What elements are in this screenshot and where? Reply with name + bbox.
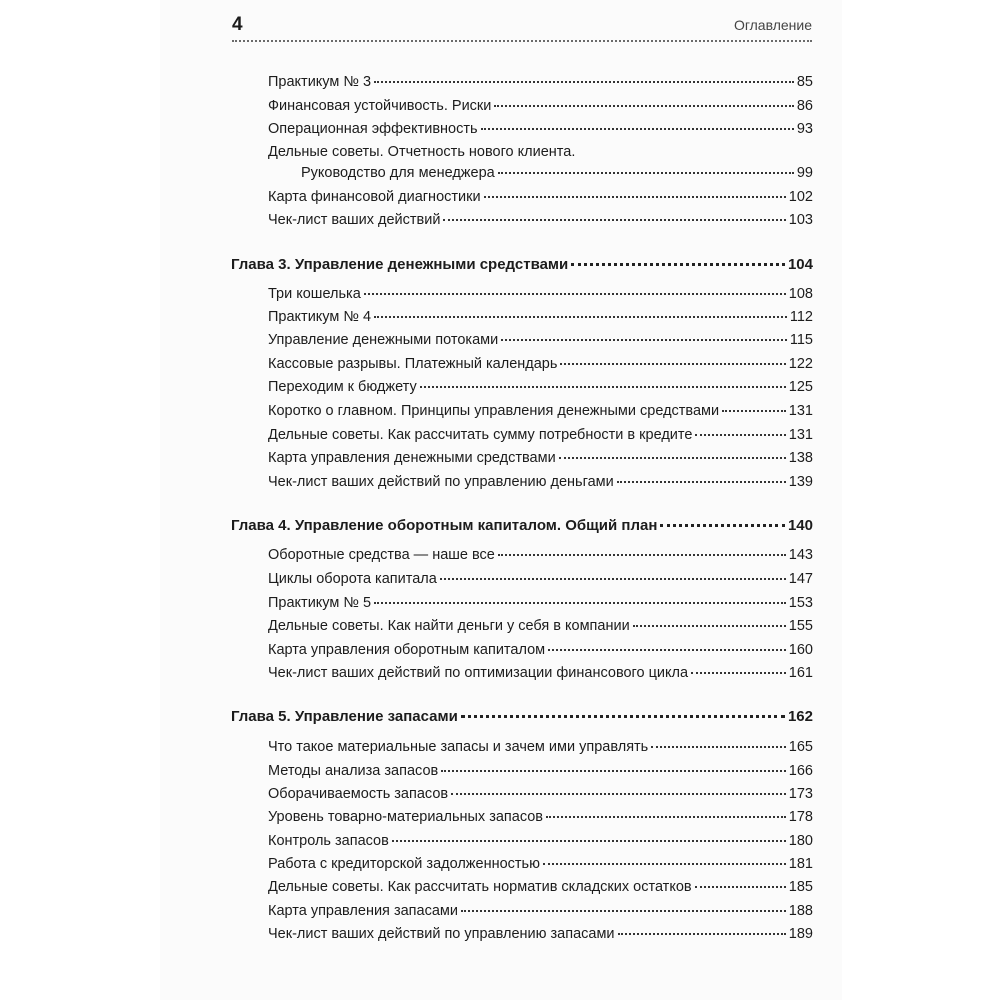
toc-entry-page: 180 [788, 833, 813, 849]
toc-chapter-title: Глава 3. Управление денежными средствами [231, 256, 569, 273]
toc-entry-title: Чек-лист ваших действий по оптимизации финансового цикла [268, 665, 689, 681]
dot-leader [617, 481, 786, 483]
toc-entry-title: Что такое материальные запасы и зачем ими управлять [268, 739, 649, 755]
toc-entry-page: 139 [788, 474, 813, 490]
toc-entry[interactable] [268, 832, 813, 850]
toc-entry[interactable] [268, 402, 813, 420]
toc-entry-title: Карта управления оборотным капиталом [268, 642, 546, 658]
dot-leader [364, 293, 786, 295]
toc-entry[interactable] [268, 808, 813, 826]
toc-chapter-title: Глава 5. Управление запасами [231, 708, 458, 725]
toc-entry[interactable] [268, 120, 813, 138]
toc-entry[interactable] [268, 73, 813, 91]
toc-entry-title: Коротко о главном. Принципы управления денежными средствами [268, 403, 720, 419]
toc-entry[interactable] [268, 925, 813, 943]
toc-entry-page: 115 [789, 332, 813, 348]
toc-entry-title: Циклы оборота капитала [268, 571, 437, 587]
toc-entry-page: 165 [788, 739, 813, 755]
toc-entry-title: Дельные советы. Как рассчитать норматив складских остатков [268, 879, 692, 895]
dot-leader [633, 625, 786, 627]
toc-entry-title: Кассовые разрывы. Платежный календарь [268, 356, 558, 372]
dot-leader [461, 715, 785, 718]
toc-entry-page: 178 [788, 809, 813, 825]
toc-entry-page: 160 [788, 642, 813, 658]
toc-entry-title: Карта управления запасами [268, 903, 458, 919]
toc-entry-title: Чек-лист ваших действий по управлению деньгами [268, 474, 614, 490]
toc-entry[interactable] [268, 355, 813, 373]
toc-entry-title: Руководство для менеджера [301, 165, 495, 181]
toc-entry-page: 185 [788, 879, 813, 895]
toc-entry-title: Управление денежными потоками [268, 332, 499, 348]
dot-leader [374, 81, 794, 83]
toc-entry-page: 181 [788, 856, 813, 872]
toc-entry-page: 102 [788, 189, 813, 205]
toc-entry[interactable] [268, 762, 813, 780]
dot-leader [548, 649, 786, 651]
toc-entry[interactable] [268, 188, 813, 206]
toc-chapter[interactable] [231, 256, 813, 274]
toc-entry-title: Чек-лист ваших действий по управлению запасами [268, 926, 615, 942]
toc-entry-title: Чек-лист ваших действий [268, 212, 441, 228]
toc-entry[interactable] [268, 426, 813, 444]
dot-leader [392, 840, 786, 842]
dot-leader [443, 219, 785, 221]
toc-entry-page: 189 [788, 926, 813, 942]
toc-entry[interactable] [268, 449, 813, 467]
toc-entry-title: Контроль запасов [268, 833, 389, 849]
toc-entry-page: 131 [788, 427, 813, 443]
toc-entry-title: Работа с кредиторской задолженностью [268, 856, 540, 872]
toc-entry-title: Оборотные средства — наше все [268, 547, 495, 563]
dot-leader [660, 524, 785, 527]
toc-entry[interactable] [268, 902, 813, 920]
toc-entry-page: 153 [788, 595, 813, 611]
toc-entry[interactable] [268, 473, 813, 491]
dot-leader [498, 172, 794, 174]
toc-entry-page: 122 [788, 356, 813, 372]
toc-entry-title-line1: Дельные советы. Отчетность нового клиента. [268, 144, 576, 160]
toc-entry-page: 147 [788, 571, 813, 587]
dot-leader [651, 746, 786, 748]
toc-entry-page: 173 [788, 786, 813, 802]
dot-leader [451, 793, 786, 795]
toc-entry[interactable] [268, 738, 813, 756]
dot-leader [571, 263, 785, 266]
toc-chapter[interactable] [231, 708, 813, 726]
dot-leader [691, 672, 786, 674]
toc-entry-page: 93 [796, 121, 813, 137]
toc-entry[interactable] [301, 164, 813, 182]
dot-leader [481, 128, 794, 130]
dot-leader [543, 863, 786, 865]
toc-entry[interactable] [268, 594, 813, 612]
toc-entry[interactable] [268, 617, 813, 635]
dot-leader [440, 578, 786, 580]
toc-chapter-page: 104 [787, 256, 813, 273]
toc-entry-title: Переходим к бюджету [268, 379, 417, 395]
toc-entry-title: Методы анализа запасов [268, 763, 439, 779]
dot-leader [484, 196, 786, 198]
toc-entry-page: 143 [788, 547, 813, 563]
toc-entry[interactable] [268, 97, 813, 115]
toc-entry-page: 108 [788, 286, 813, 302]
toc-entry[interactable] [268, 211, 813, 229]
toc-entry-page: 112 [789, 309, 813, 325]
toc-entry[interactable] [268, 855, 813, 873]
toc-chapter-page: 162 [787, 708, 813, 725]
toc-chapter-title: Глава 4. Управление оборотным капиталом. Общий план [231, 517, 658, 534]
toc-entry-title: Карта управления денежными средствами [268, 450, 556, 466]
toc-entry-page: 99 [796, 165, 813, 181]
toc-entry-page: 155 [788, 618, 813, 634]
toc-entry-page: 166 [788, 763, 813, 779]
toc-entry-title: Практикум № 5 [268, 595, 372, 611]
toc-entry[interactable] [268, 331, 813, 349]
toc-entry-page: 125 [788, 379, 813, 395]
toc-entry-page: 188 [788, 903, 813, 919]
toc-entry[interactable] [268, 285, 813, 303]
toc-entry-title: Практикум № 4 [268, 309, 372, 325]
dot-leader [420, 386, 786, 388]
dot-leader [546, 816, 786, 818]
toc-entry[interactable] [268, 546, 813, 564]
toc-chapter-page: 140 [787, 517, 813, 534]
running-title: Оглавление [733, 17, 812, 33]
toc-entry[interactable] [268, 664, 813, 682]
dot-leader [498, 554, 786, 556]
toc-entry-title: Операционная эффективность [268, 121, 478, 137]
toc-chapter[interactable] [231, 517, 813, 535]
dot-leader [494, 105, 793, 107]
dot-leader [374, 602, 786, 604]
toc-entry-page: 103 [788, 212, 813, 228]
dot-leader [559, 457, 786, 459]
toc-entry-page: 131 [788, 403, 813, 419]
dot-leader [695, 886, 786, 888]
toc-entry[interactable] [268, 570, 813, 588]
toc-entry-title: Три кошелька [268, 286, 361, 302]
toc-entry[interactable] [268, 785, 813, 803]
dot-leader [374, 316, 787, 318]
toc-entry[interactable] [268, 378, 813, 396]
toc-entry-page: 85 [796, 74, 813, 90]
dot-leader [501, 339, 787, 341]
dot-leader [441, 770, 786, 772]
toc-entry-title: Дельные советы. Как рассчитать сумму потребности в кредите [268, 427, 693, 443]
toc-entry[interactable] [268, 308, 813, 326]
toc-entry[interactable] [268, 641, 813, 659]
toc-entry-title: Практикум № 3 [268, 74, 372, 90]
toc-entry-title: Оборачиваемость запасов [268, 786, 449, 802]
dot-leader [560, 363, 785, 365]
dot-leader [722, 410, 786, 412]
toc-entry-page: 161 [788, 665, 813, 681]
dot-leader [618, 933, 786, 935]
toc-entry-title: Дельные советы. Как найти деньги у себя в компании [268, 618, 630, 634]
toc-entry[interactable] [268, 878, 813, 896]
toc-entry-page: 86 [796, 98, 813, 114]
dot-leader [461, 910, 786, 912]
toc-entry-title: Карта финансовой диагностики [268, 189, 481, 205]
dot-leader [695, 434, 785, 436]
toc-entry-title: Финансовая устойчивость. Риски [268, 98, 492, 114]
page-number: 4 [232, 14, 243, 35]
toc-entry-title: Уровень товарно-материальных запасов [268, 809, 544, 825]
toc-entry-page: 138 [788, 450, 813, 466]
